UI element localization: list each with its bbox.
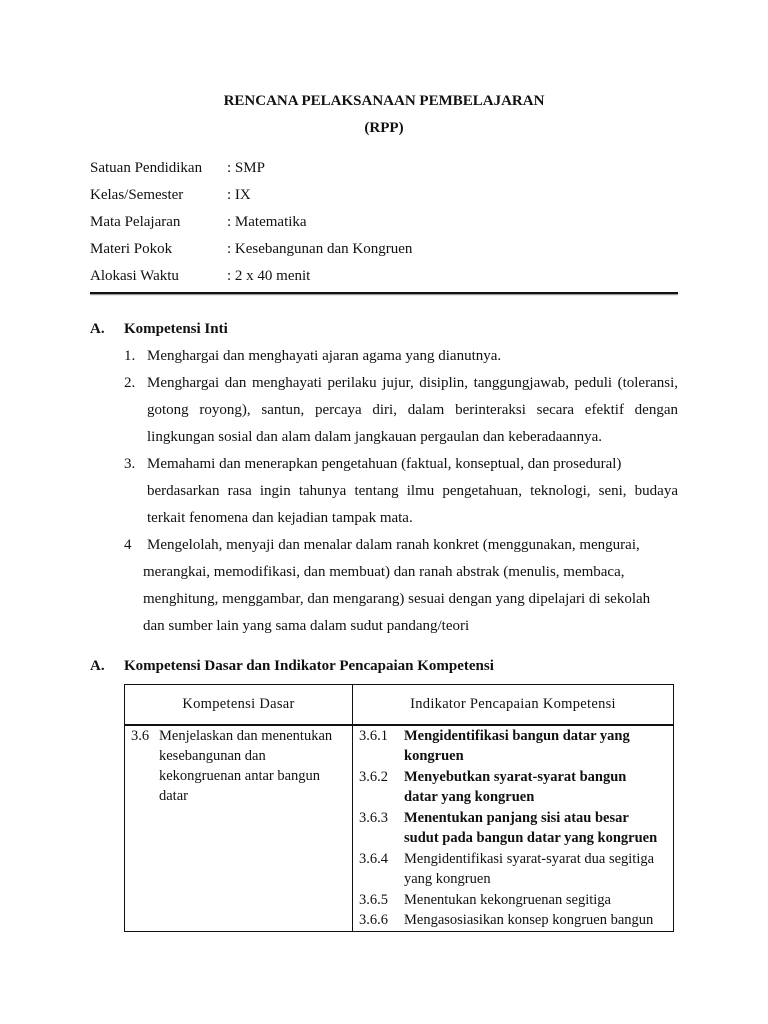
kd-text: datar [159,788,188,804]
document-title: RENCANA PELAKSANAAN PEMBELAJARAN [223,93,545,109]
identity-label: Kelas/Semester [90,187,184,203]
list-item-text: lingkungan sosial dan alam dalam jangkauan pergaulan dan keberadaannya. [147,429,602,445]
document-subtitle: (RPP) [364,120,404,136]
list-item-text: Menghargai dan menghayati perilaku jujur, disiplin, tanggungjawab, peduli (toleransi, [147,375,678,391]
identity-value: : SMP [227,160,265,176]
competence-table [124,684,674,932]
section-letter: A. [90,321,105,337]
indicator-number: 3.6.5 [359,892,388,908]
section-letter: A. [90,658,105,674]
indicator-number: 3.6.1 [359,728,388,744]
list-number: 1. [124,348,136,364]
kd-text: Menjelaskan dan menentukan [159,728,333,744]
table-row [125,725,674,932]
kd-text: kesebangunan dan [159,748,266,764]
list-number: 4 [124,537,132,553]
indicator-number: 3.6.6 [359,912,388,928]
kd-cell [125,725,353,932]
indicator-text: yang kongruen [404,871,491,887]
table-header-row [125,685,674,726]
identity-value: : 2 x 40 menit [227,268,311,284]
section-title: Kompetensi Dasar dan Indikator Pencapaian Kompetensi [124,658,494,674]
indicator-text: Menentukan panjang sisi atau besar [404,810,629,826]
list-item-text: merangkai, memodifikasi, dan membuat) dan ranah abstrak (menulis, membaca, [143,564,625,580]
indicator-text: kongruen [404,748,464,764]
list-item-text: Menghargai dan menghayati ajaran agama yang dianutnya. [147,348,502,364]
identity-value: : Kesebangunan dan Kongruen [227,241,413,257]
indicator-number: 3.6.4 [359,851,388,867]
identity-value: : Matematika [227,214,307,230]
kd-text: kekongruenan antar bangun [159,768,321,784]
list-item-text: menghitung, menggambar, dan mengarang) sesuai dengan yang dipelajari di sekolah [143,591,651,607]
indicator-cell [353,725,674,932]
divider [90,292,678,294]
identity-label: Materi Pokok [90,241,173,257]
list-item-text: gotong royong), santun, percaya diri, dalam berinteraksi secara efektif dengan [147,402,678,418]
indicator-text: Mengidentifikasi bangun datar yang [404,728,630,744]
list-number: 2. [124,375,136,391]
identity-label: Mata Pelajaran [90,214,181,230]
list-item-text: terkait fenomena dan kejadian tampak mata. [147,510,413,526]
identity-value: : IX [227,187,251,203]
identity-label: Satuan Pendidikan [90,160,203,176]
list-item-text: Memahami dan menerapkan pengetahuan (faktual, konseptual, dan prosedural) [147,456,622,472]
indicator-text: sudut pada bangun datar yang kongruen [404,830,658,846]
section-title: Kompetensi Inti [124,321,228,337]
indicator-text: datar yang kongruen [404,789,535,805]
indicator-text: Mengidentifikasi syarat-syarat dua segitiga [404,851,655,867]
indicator-text: Mengasosiasikan konsep kongruen bangun [404,912,654,928]
indicator-number: 3.6.3 [359,810,388,826]
table-header-cell: Indikator Pencapaian Kompetensi [353,685,674,726]
indicator-number: 3.6.2 [359,769,388,785]
list-item-text: dan sumber lain yang sama dalam sudut pandang/teori [143,618,470,634]
identity-label: Alokasi Waktu [90,268,179,284]
list-item-text: Mengelolah, menyaji dan menalar dalam ranah konkret (menggunakan, mengurai, [147,537,640,553]
indicator-text: Menentukan kekongruenan segitiga [404,892,611,908]
table-header-cell: Kompetensi Dasar [125,685,353,726]
indicator-text: Menyebutkan syarat-syarat bangun [404,769,627,785]
list-number: 3. [124,456,136,472]
kd-number: 3.6 [131,728,150,744]
list-item-text: berdasarkan rasa ingin tahunya tentang ilmu pengetahuan, teknologi, seni, budaya [147,483,678,499]
